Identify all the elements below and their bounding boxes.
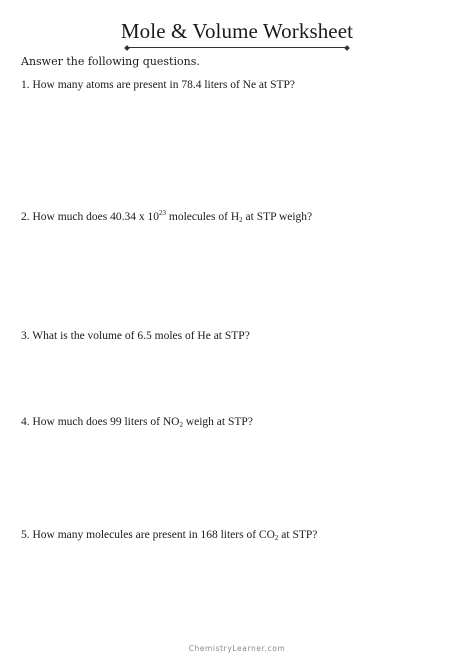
question-text: How many atoms are present in 78.4 liters of Ne at STP?: [32, 79, 296, 91]
question-text-middle: molecules of H: [166, 211, 240, 223]
question-text-start: How much does 99 liters of NO: [32, 416, 180, 428]
page-title: Mole & Volume Worksheet: [120, 19, 354, 43]
question-2: [21, 210, 312, 224]
question-text-end: weigh at STP?: [182, 416, 253, 428]
title-container: [0, 18, 474, 44]
question-number: 5.: [21, 529, 30, 541]
footer-watermark: ChemistryLearner.com: [188, 644, 286, 653]
question-text-start: How much does 40.34 x 10: [32, 211, 159, 223]
subscript: 2: [239, 216, 243, 224]
question-3: [21, 329, 250, 343]
question-number: 1.: [21, 79, 30, 91]
question-number: 3.: [21, 330, 30, 342]
question-1: [21, 78, 295, 92]
question-text-start: How many molecules are present in 168 liters of CO: [32, 529, 275, 541]
question-number: 2.: [21, 211, 30, 223]
question-text-end: at STP weigh?: [242, 211, 313, 223]
question-text-end: at STP?: [278, 529, 318, 541]
question-5: [21, 528, 317, 542]
exponent: 23: [159, 209, 166, 217]
question-4: [21, 415, 253, 429]
subscript: 2: [179, 421, 183, 429]
instructions-text: Answer the following questions.: [21, 55, 200, 68]
title-underline: [127, 47, 347, 48]
question-text: What is the volume of 6.5 moles of He at STP?: [32, 330, 250, 342]
subscript: 2: [274, 534, 279, 542]
question-number: 4.: [21, 416, 30, 428]
